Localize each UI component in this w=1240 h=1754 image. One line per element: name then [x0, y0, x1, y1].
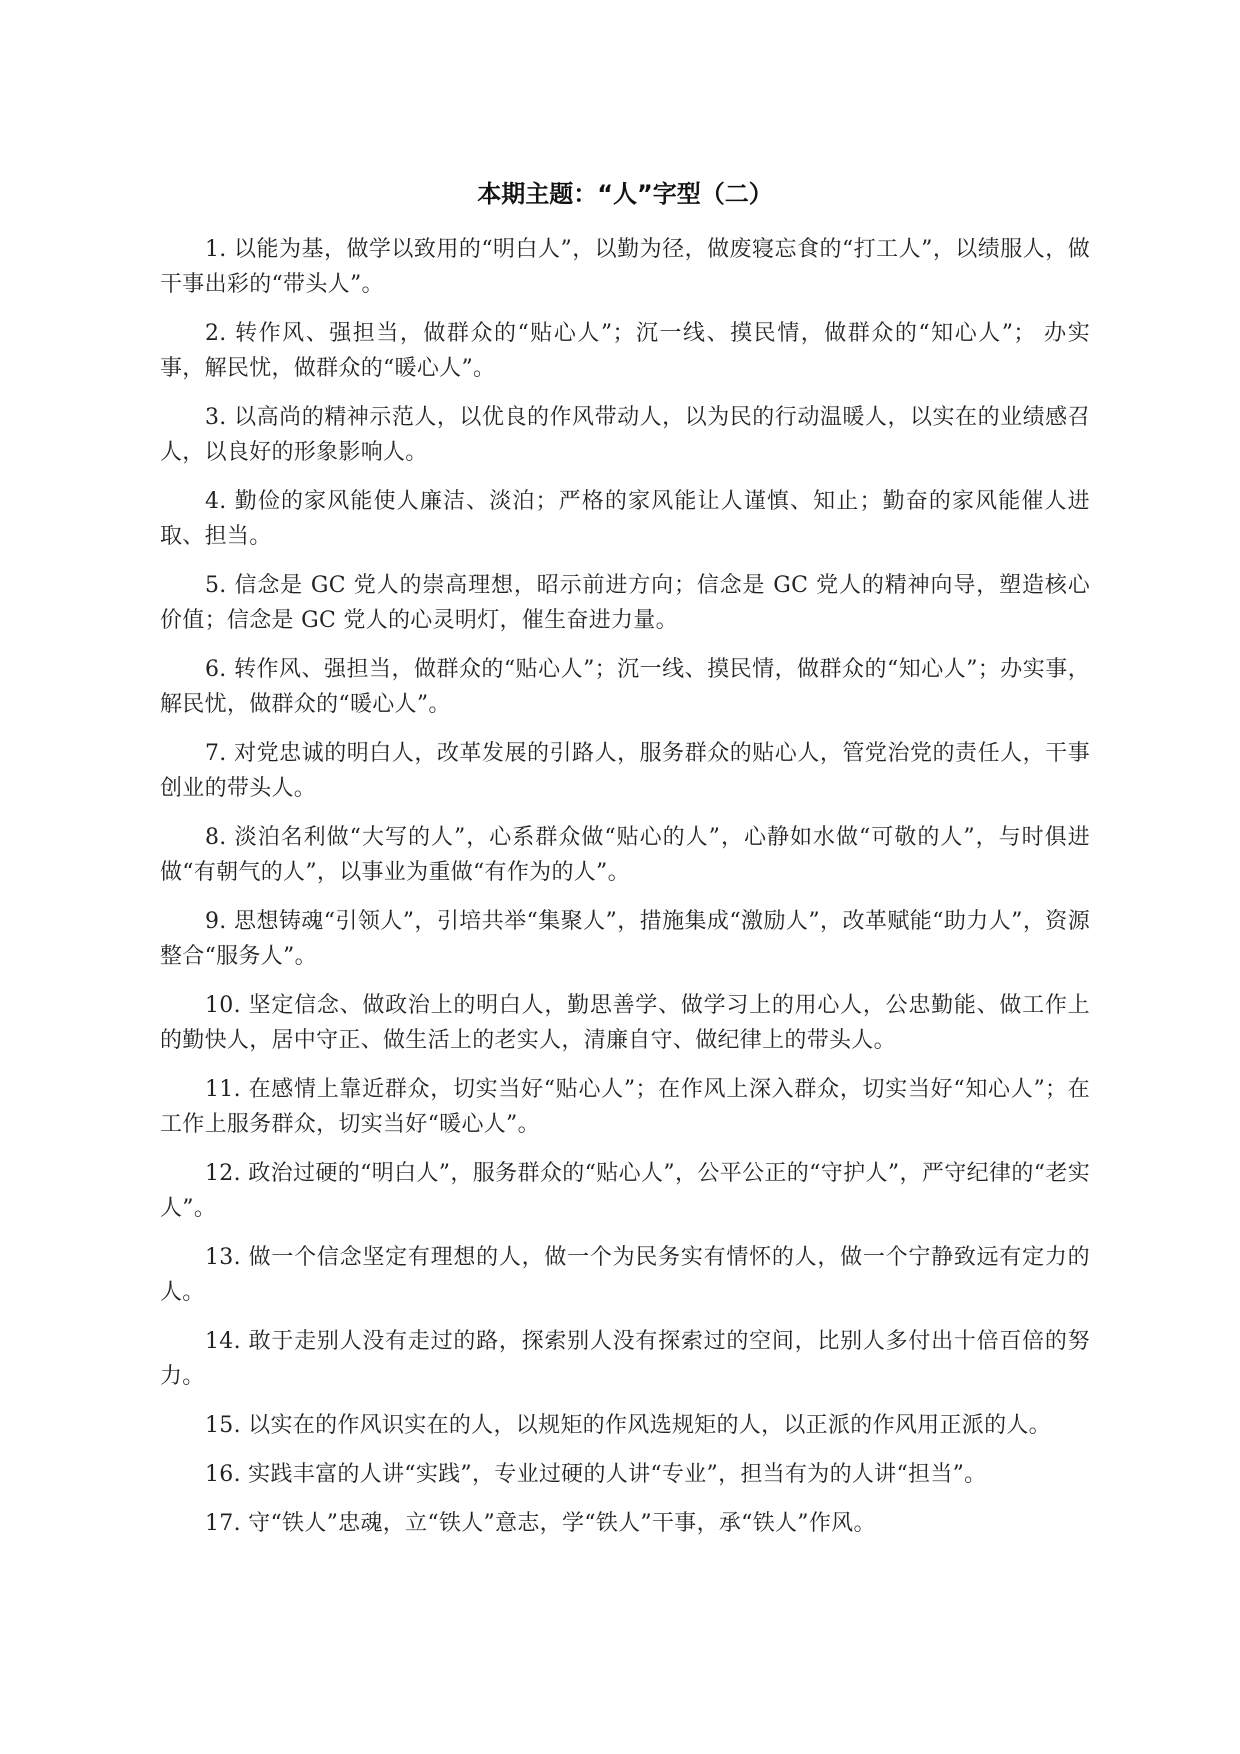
list-item: 10. 坚定信念、做政治上的明白人，勤思善学、做学习上的用心人，公忠勤能、做工作上的勤快人，居中守正、做生活上的老实人，清廉自守、做纪律上的带头人。 [160, 993, 1090, 1053]
list-item: 7. 对党忠诚的明白人，改革发展的引路人，服务群众的贴心人，管党治党的责任人，干事创业的带头人。 [160, 741, 1090, 801]
list-item: 13. 做一个信念坚定有理想的人，做一个为民务实有情怀的人，做一个宁静致远有定力的人。 [160, 1245, 1090, 1305]
list-item: 16. 实践丰富的人讲“实践”，专业过硬的人讲“专业”，担当有为的人讲“担当”。 [205, 1462, 987, 1487]
document-page [160, 178, 1090, 1555]
document-title: 本期主题：“人”字型（二） [477, 180, 773, 208]
list-item: 14. 敢于走别人没有走过的路，探索别人没有探索过的空间，比别人多付出十倍百倍的努力。 [160, 1329, 1090, 1389]
list-item: 5. 信念是 GC 党人的崇高理想，昭示前进方向；信念是 GC 党人的精神向导，塑造核心价值；信念是 GC 党人的心灵明灯，催生奋进力量。 [160, 573, 1090, 633]
list-item: 1. 以能为基，做学以致用的“明白人”，以勤为径，做废寝忘食的“打工人”，以绩服人，做干事出彩的“带头人”。 [160, 237, 1090, 297]
list-item: 9. 思想铸魂“引领人”，引培共举“集聚人”，措施集成“激励人”，改革赋能“助力人”，资源整合“服务人”。 [160, 909, 1090, 969]
list-item: 11. 在感情上靠近群众，切实当好“贴心人”；在作风上深入群众，切实当好“知心人”；在工作上服务群众，切实当好“暖心人”。 [160, 1077, 1090, 1137]
list-item: 2. 转作风、强担当，做群众的“贴心人”；沉一线、摸民情，做群众的“知心人”； 办实事，解民忧，做群众的“暖心人”。 [160, 321, 1090, 381]
list-item: 6. 转作风、强担当，做群众的“贴心人”；沉一线、摸民情，做群众的“知心人”；办实事，解民忧，做群众的“暖心人”。 [160, 657, 1090, 717]
list-item: 8. 淡泊名利做“大写的人”，心系群众做“贴心的人”，心静如水做“可敬的人”，与时俱进做“有朝气的人”，以事业为重做“有作为的人”。 [160, 825, 1090, 885]
item-list [160, 232, 1090, 1541]
list-item: 12. 政治过硬的“明白人”，服务群众的“贴心人”，公平公正的“守护人”，严守纪律的“老实人”。 [160, 1161, 1090, 1221]
list-item: 3. 以高尚的精神示范人，以优良的作风带动人，以为民的行动温暖人，以实在的业绩感召人，以良好的形象影响人。 [160, 405, 1090, 465]
list-item: 15. 以实在的作风识实在的人，以规矩的作风选规矩的人，以正派的作风用正派的人。 [205, 1413, 1051, 1438]
list-item: 4. 勤俭的家风能使人廉洁、淡泊；严格的家风能让人谨慎、知止；勤奋的家风能催人进取、担当。 [160, 489, 1090, 549]
list-item: 17. 守“铁人”忠魂，立“铁人”意志，学“铁人”干事，承“铁人”作风。 [205, 1511, 876, 1536]
